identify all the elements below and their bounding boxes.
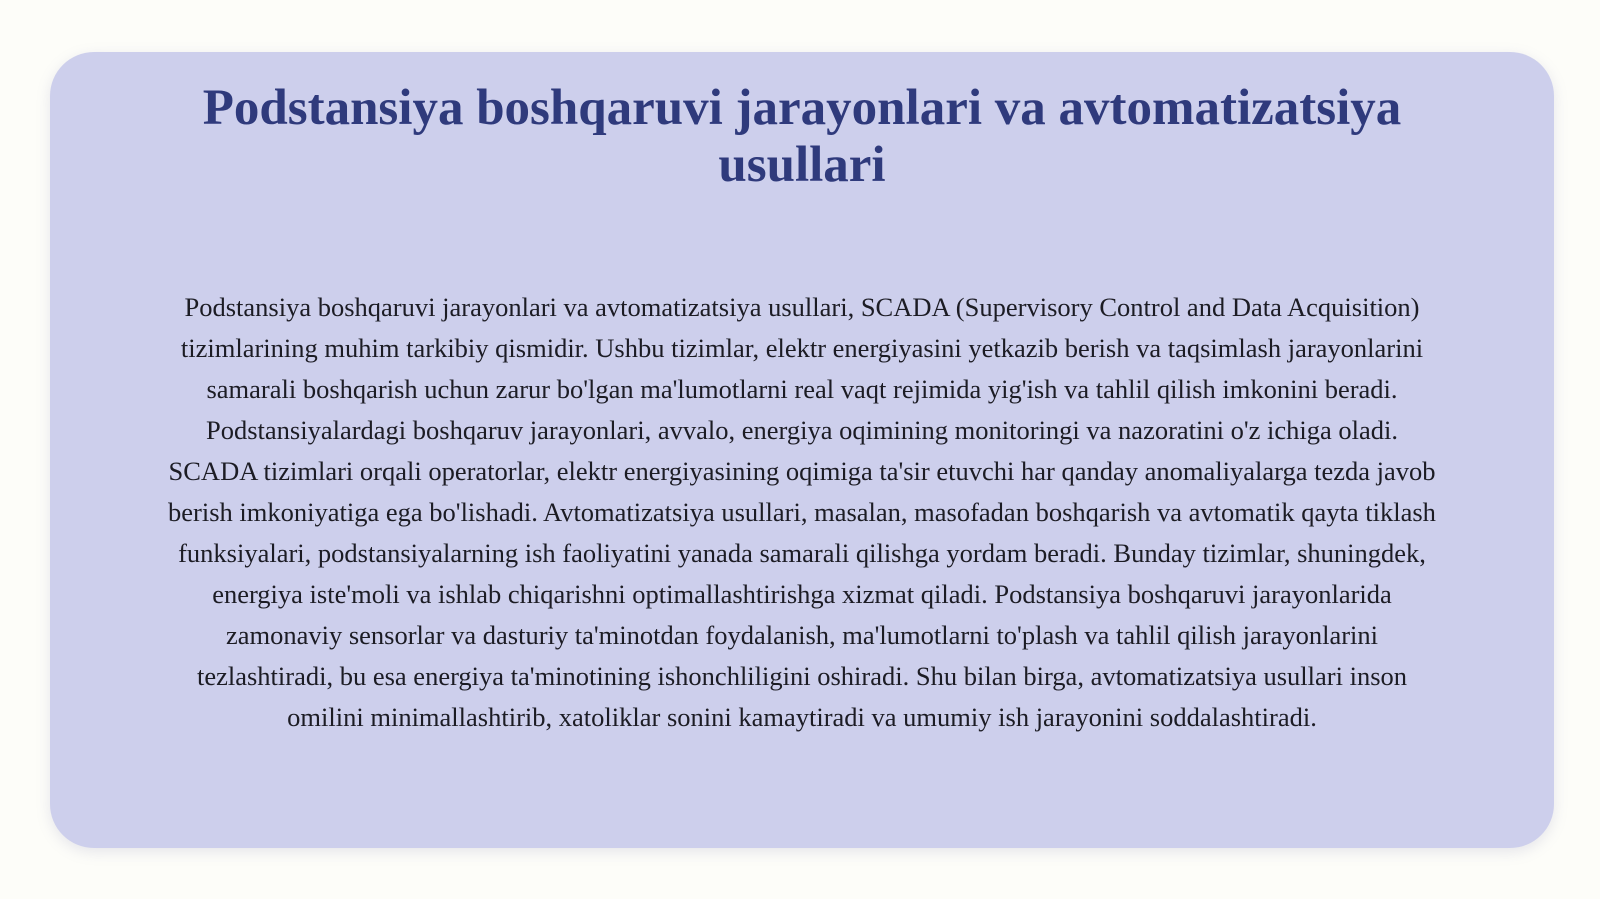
slide-title: Podstansiya boshqaruvi jarayonlari va avtomatizatsiya usullari [202, 80, 1402, 193]
content-card [50, 52, 1554, 848]
slide-body-text: Podstansiya boshqaruvi jarayonlari va avtomatizatsiya usullari, SCADA (Supervisory Control and Data Acquisition) tizimlarining muhim tarkibiy qismidir. Ushbu tizimlar, elektr energiyasini yetkazib berish va taqsimlash jarayonlarini samarali boshqarish uchun zarur bo'lgan ma'lumotlarni real vaqt rejimida yig'ish va tahlil qilish imkonini beradi. Podstansiyalardagi boshqaruv jarayonlari, avvalo, energiya oqimining monitoringi va nazoratini o'z ichiga oladi. SCADA tizimlari orqali operatorlar, elektr energiyasining oqimiga ta'sir etuvchi har qanday anomaliyalarga tezda javob berish imkoniyatiga ega bo'lishadi. Avtomatizatsiya usullari, masalan, masofadan boshqarish va avtomatik qayta tiklash funksiyalari, podstansiyalarning ish faoliyatini yanada samarali qilishga yordam beradi. Bunday tizimlar, shuningdek, energiya iste'moli va ishlab chiqarishni optimallashtirishga xizmat qiladi. Podstansiya boshqaruvi jarayonlarida zamonaviy sensorlar va dasturiy ta'minotdan foydalanish, ma'lumotlarni to'plash va tahlil qilish jarayonlarini tezlashtiradi, bu esa energiya ta'minotining ishonchliligini oshiradi. Shu bilan birga, avtomatizatsiya usullari inson omilini minimallashtirib, xatoliklar sonini kamaytiradi va umumiy ish jarayonini soddalashtiradi. [168, 292, 1436, 732]
